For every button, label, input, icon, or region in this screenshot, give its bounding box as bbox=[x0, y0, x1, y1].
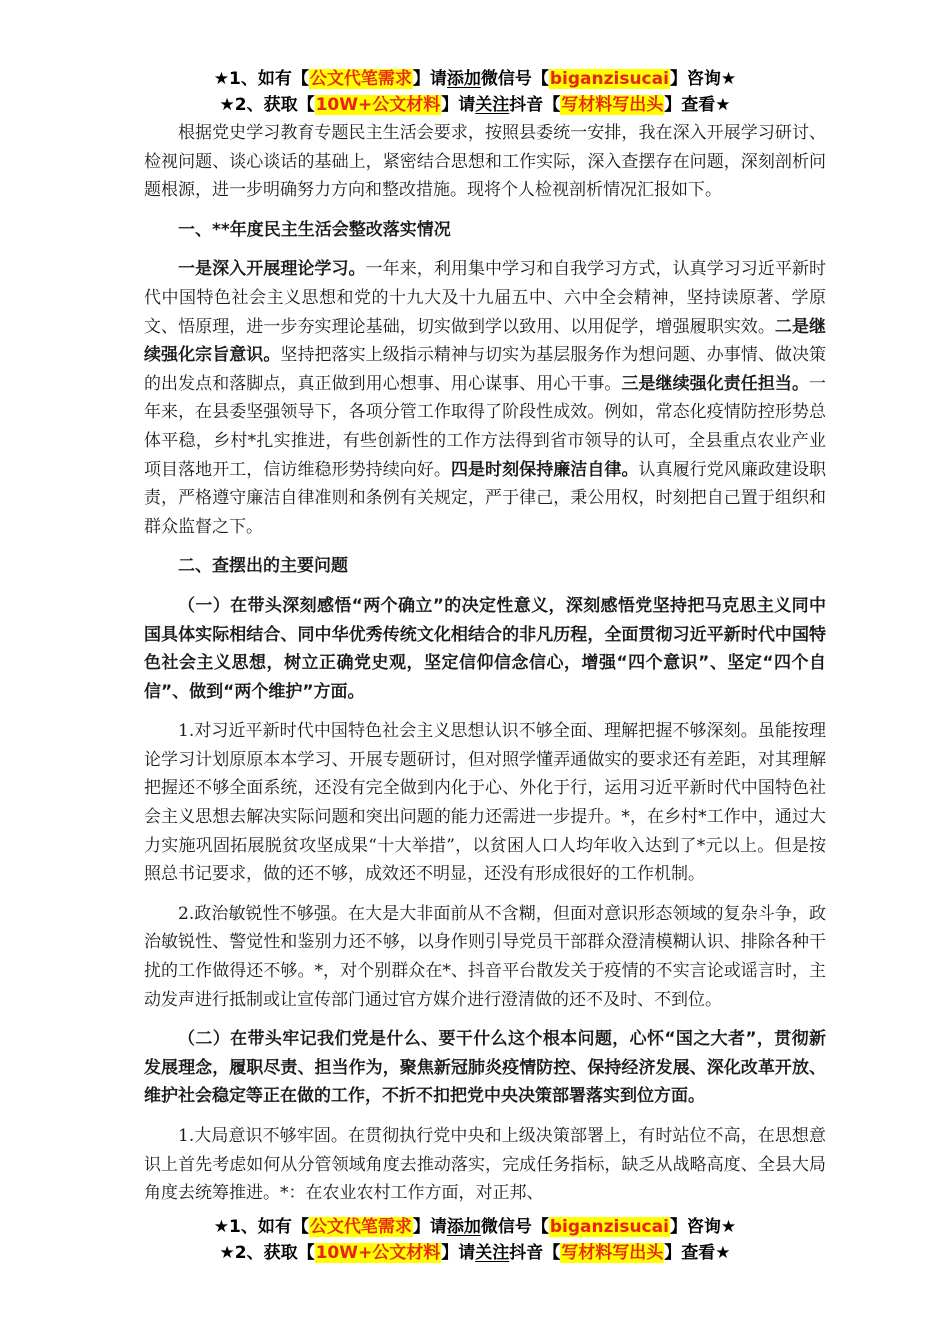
highlight-wechat-id: biganzisucai bbox=[549, 69, 669, 89]
intro-paragraph: 根据党史学习教育专题民主生活会要求，按照县委统一安排，我在深入开展学习研讨、检视问题、谈心谈话的基础上，紧密结合思想和工作实际，深入查摆存在问题，深刻剖析问题根源，进一步明确努力方向和整改措施。现将个人检视剖析情况汇报如下。 bbox=[144, 123, 826, 201]
highlight-materials: 10W+公文材料 bbox=[315, 95, 441, 115]
problem-item-1: 1.对习近平新时代中国特色社会主义思想认识不够全面、理解把握不够深刻。虽能按理论学习计划原原本本学习、开展专题研讨，但对照学懂弄通做实的要求还有差距，对其理解把握还不够全面系统，还没有完全做到内化于心、外化于行，运用习近平新时代中国特色社会主义思想去解决实际问题和突出问题的能力还需进一步提升。*，在乡村*工作中，通过大力实施巩固拓展脱贫攻坚成果“十大举措”，以贫困人口人均年收入达到了*元以上。但是按照总书记要求，做的还不够，成效还不明显，还没有形成很好的工作机制。 bbox=[144, 721, 826, 885]
highlight-service: 公文代笔需求 bbox=[309, 69, 412, 89]
document-body bbox=[144, 119, 826, 1208]
section-heading-1: 一、**年度民主生活会整改落实情况 bbox=[178, 219, 451, 240]
footer-banner bbox=[0, 1214, 950, 1266]
section-heading-2: 二、查摆出的主要问题 bbox=[178, 556, 348, 577]
highlight-materials: 10W+公文材料 bbox=[315, 1243, 441, 1263]
highlight-douyin-id: 写材料写出头 bbox=[561, 1243, 664, 1263]
highlight-service: 公文代笔需求 bbox=[309, 1217, 412, 1237]
subsection-heading-2: （二）在带头牢记我们党是什么、要干什么这个根本问题，心怀“国之大者”，贯彻新发展理念，履职尽责、担当作为，聚焦新冠肺炎疫情防控、保持经济发展、深化改革开放、维护社会稳定等正在做的工作，不折不扣把党中央决策部署落实到位方面。 bbox=[144, 1029, 826, 1107]
problem-item-2: 2.政治敏锐性不够强。在大是大非面前从不含糊，但面对意识形态领域的复杂斗争，政治敏锐性、警觉性和鉴别力还不够，以身作则引导党员干部群众澄清模糊认识、排除各种干扰的工作做得还不够。*，对个别群众在*、抖音平台散发关于疫情的不实言论或谣言时，主动发声进行抵制或让宣传部门通过官方媒介进行澄清做的还不及时、不到位。 bbox=[144, 903, 826, 1010]
header-banner bbox=[0, 66, 950, 118]
subsection-heading-1: （一）在带头深刻感悟“两个确立”的决定性意义，深刻感悟党坚持把马克思主义同中国具体实际相结合、同中华优秀传统文化相结合的非凡历程，全面贯彻习近平新时代中国特色社会主义思想，树立正确党史观，坚定信仰信念信心，增强“四个意识”、坚定“四个自信”、做到“两个维护”方面。 bbox=[144, 595, 826, 702]
problem-item-3: 1.大局意识不够牢固。在贯彻执行党中央和上级决策部署上，有时站位不高，在思想意识上首先考虑如何从分管领域角度去推动落实，完成任务指标，缺乏从战略高度、全县大局角度去统筹推进。*：在农业农村工作方面，对正邦、 bbox=[144, 1126, 826, 1204]
banner-line-2: ★2、获取【10W+公文材料】请关注抖音【写材料写出头】查看★ bbox=[219, 1243, 731, 1263]
banner-line-1: ★1、如有【公文代笔需求】请添加微信号【biganzisucai】咨询★ bbox=[213, 69, 737, 89]
banner-line-1: ★1、如有【公文代笔需求】请添加微信号【biganzisucai】咨询★ bbox=[213, 1217, 737, 1237]
highlight-wechat-id: biganzisucai bbox=[549, 1217, 669, 1237]
rectification-paragraph: 一是深入开展理论学习。一年来，利用集中学习和自我学习方式，认真学习习近平新时代中国特色社会主义思想和党的十九大及十九届五中、六中全会精神，坚持读原著、学原文、悟原理，进一步夯实理论基础，切实做到学以致用、以用促学，增强履职实效。二是继续强化宗旨意识。坚持把落实上级指示精神与切实为基层服务作为想问题、办事情、做决策的出发点和落脚点，真正做到用心想事、用心谋事、用心干事。三是继续强化责任担当。一年来，在县委坚强领导下，各项分管工作取得了阶段性成效。例如，常态化疫情防控形势总体平稳，乡村*扎实推进，有些创新性的工作方法得到省市领导的认可，全县重点农业产业项目落地开工，信访维稳形势持续向好。四是时刻保持廉洁自律。认真履行党风廉政建设职责，严格遵守廉洁自律准则和条例有关规定，严于律己，秉公用权，时刻把自己置于组织和群众监督之下。 bbox=[144, 259, 827, 537]
highlight-douyin-id: 写材料写出头 bbox=[561, 95, 664, 115]
banner-line-2: ★2、获取【10W+公文材料】请关注抖音【写材料写出头】查看★ bbox=[219, 95, 731, 115]
